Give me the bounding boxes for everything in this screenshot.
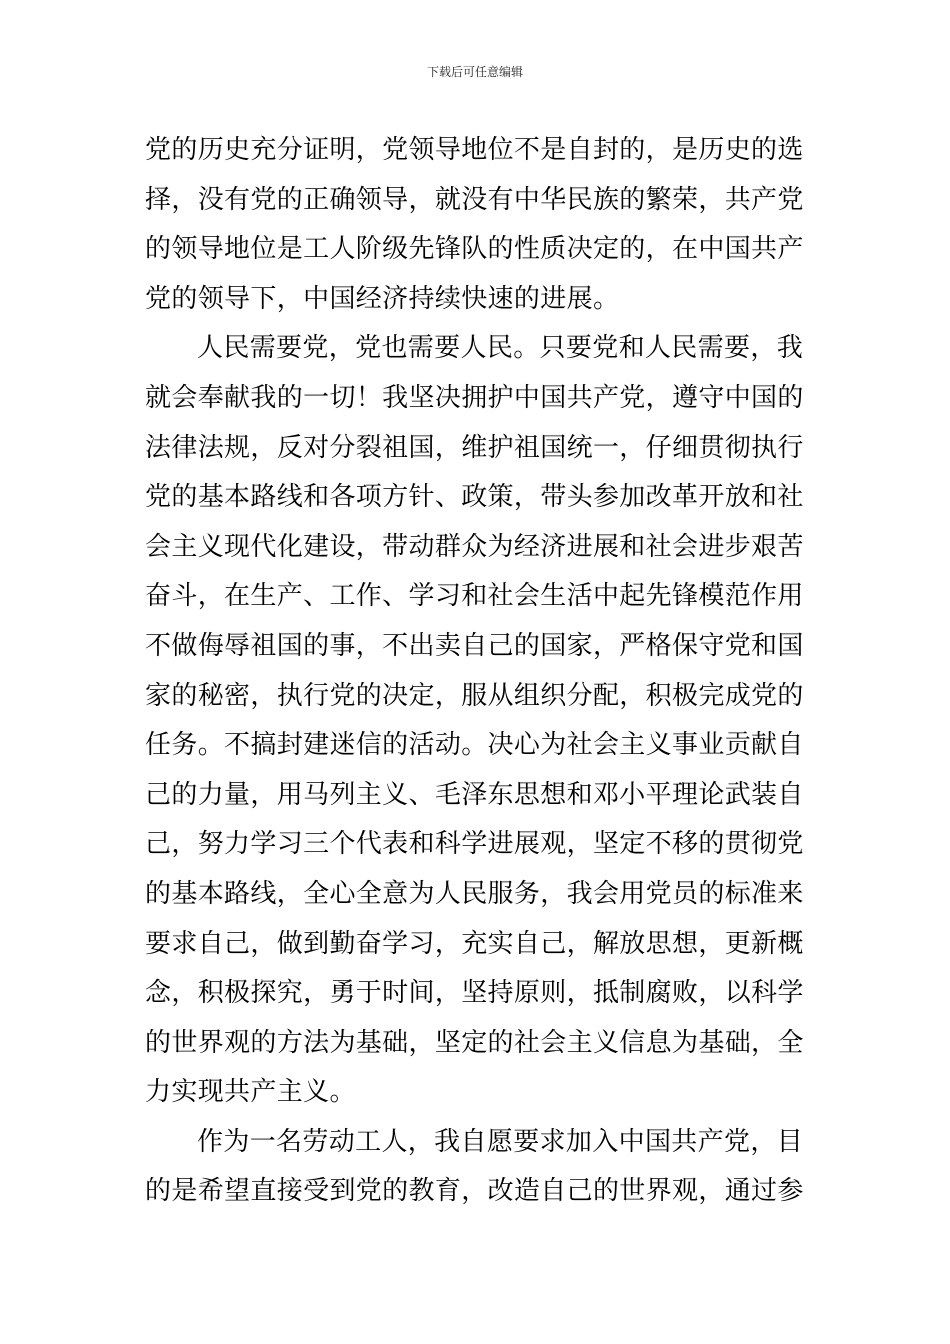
text-line: 己，努力学习三个代表和科学进展观，坚定不移的贯彻党	[145, 829, 804, 860]
text-line: 党的基本路线和各项方针、政策，带头参加改革开放和社	[145, 482, 804, 513]
text-line: 念，积极探究，勇于时间，坚持原则，抵制腐败，以科学	[145, 978, 804, 1009]
text-line: 的基本路线，全心全意为人民服务，我会用党员的标准来	[145, 878, 804, 909]
text-line: 奋斗，在生产、工作、学习和社会生活中起先锋模范作用	[145, 581, 804, 612]
text-line: 家的秘密，执行党的决定，服从组织分配，积极完成党的	[145, 680, 804, 711]
text-line: 择，没有党的正确领导，就没有中华民族的繁荣，共产党	[145, 184, 804, 215]
text-line: 的世界观的方法为基础，坚定的社会主义信息为基础，全	[145, 1027, 804, 1058]
text-line: 的是希望直接受到党的教育，改造自己的世界观，通过参	[145, 1176, 804, 1207]
text-line: 要求自己，做到勤奋学习，充实自己，解放思想，更新概	[145, 928, 804, 959]
text-line: 的领导地位是工人阶级先锋队的性质决定的，在中国共产	[145, 234, 804, 265]
paragraph-first-line: 作为一名劳动工人，我自愿要求加入中国共产党，目	[197, 1126, 804, 1157]
text-line: 不做侮辱祖国的事，不出卖自己的国家，严格保守党和国	[145, 630, 804, 661]
text-line: 就会奉献我的一切！我坚决拥护中国共产党，遵守中国的	[145, 382, 804, 413]
text-line: 党的历史充分证明，党领导地位不是自封的，是历史的选	[145, 135, 804, 165]
document-body	[145, 126, 815, 1217]
paragraph-first-line: 人民需要党，党也需要人民。只要党和人民需要，我	[197, 333, 804, 364]
text-line: 法律法规，反对分裂祖国，维护祖国统一，仔细贯彻执行	[145, 432, 804, 463]
text-line: 己的力量，用马列主义、毛泽东思想和邓小平理论武装自	[145, 779, 804, 810]
header-note: 下载后可任意编辑	[426, 65, 523, 79]
text-line: 会主义现代化建设，带动群众为经济进展和社会进步艰苦	[145, 531, 804, 562]
text-line: 力实现共产主义。	[145, 1077, 356, 1108]
text-line: 任务。不搞封建迷信的活动。决心为社会主义事业贡献自	[145, 730, 804, 761]
text-line: 党的领导下，中国经济持续快速的进展。	[145, 283, 620, 314]
